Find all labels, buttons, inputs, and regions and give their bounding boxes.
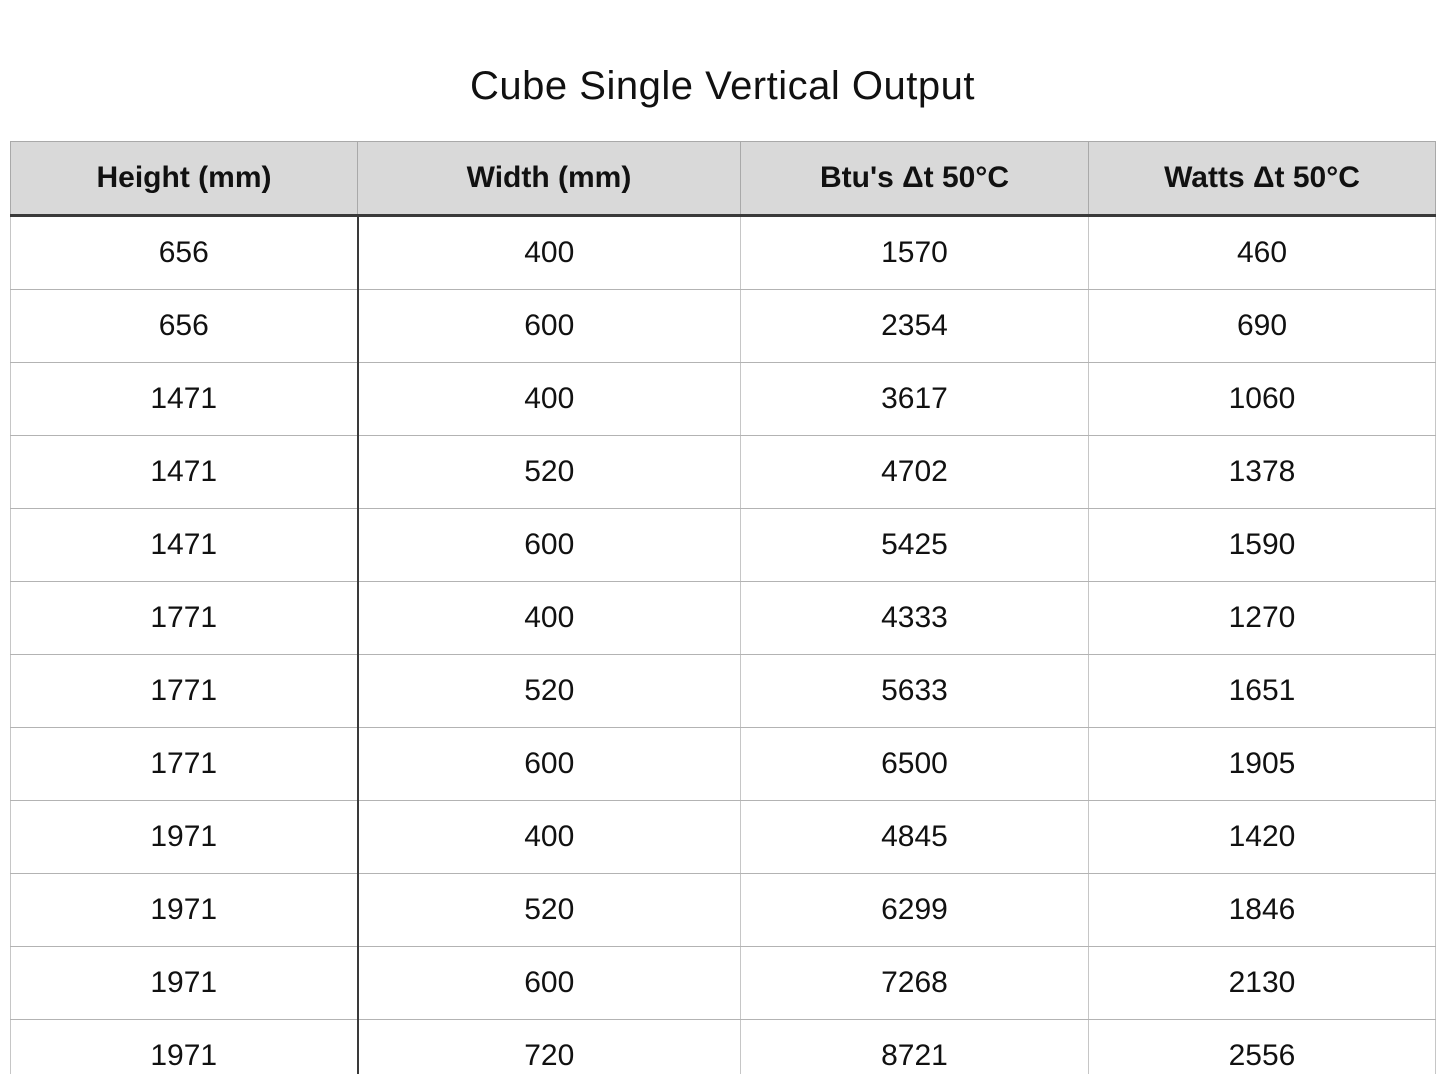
- table-cell: 1846: [1089, 874, 1436, 947]
- table-cell: 1270: [1089, 582, 1436, 655]
- table-cell: 5425: [741, 509, 1089, 582]
- table-cell: 460: [1089, 216, 1436, 290]
- table-cell: 4845: [741, 801, 1089, 874]
- table-row: [11, 290, 1436, 363]
- page-title: Cube Single Vertical Output: [470, 64, 975, 108]
- table-cell: 600: [358, 509, 741, 582]
- table-row: [11, 1020, 1436, 1074]
- table-cell: 720: [358, 1020, 741, 1074]
- table-cell: 6500: [741, 728, 1089, 801]
- table-cell: 400: [358, 363, 741, 436]
- table-cell: 520: [358, 655, 741, 728]
- table-cell: 1905: [1089, 728, 1436, 801]
- table-cell: 520: [358, 874, 741, 947]
- table-cell: 1971: [11, 801, 358, 874]
- column-header-width-mm: Width (mm): [358, 142, 741, 216]
- table-cell: 1570: [741, 216, 1089, 290]
- table-row: [11, 801, 1436, 874]
- table-cell: 1590: [1089, 509, 1436, 582]
- table-cell: 2354: [741, 290, 1089, 363]
- table-cell: 4702: [741, 436, 1089, 509]
- table-cell: 8721: [741, 1020, 1089, 1074]
- table-cell: 1771: [11, 655, 358, 728]
- table-cell: 600: [358, 728, 741, 801]
- table-cell: 520: [358, 436, 741, 509]
- table-row: [11, 728, 1436, 801]
- table-cell: 7268: [741, 947, 1089, 1020]
- table-header-row: [11, 142, 1436, 216]
- table-cell: 1771: [11, 582, 358, 655]
- table-cell: 1971: [11, 874, 358, 947]
- table-cell: 400: [358, 582, 741, 655]
- column-header-height-mm: Height (mm): [11, 142, 358, 216]
- table-cell: 1471: [11, 436, 358, 509]
- output-table: [10, 141, 1436, 1074]
- table-row: [11, 874, 1436, 947]
- table-cell: 1471: [11, 363, 358, 436]
- table-row: [11, 947, 1436, 1020]
- table-cell: 400: [358, 216, 741, 290]
- table-cell: 2130: [1089, 947, 1436, 1020]
- table-body: [11, 216, 1436, 1074]
- table-cell: 6299: [741, 874, 1089, 947]
- table-cell: 1060: [1089, 363, 1436, 436]
- table-cell: 656: [11, 216, 358, 290]
- table-cell: 1971: [11, 947, 358, 1020]
- table-cell: 1971: [11, 1020, 358, 1074]
- table-cell: 1420: [1089, 801, 1436, 874]
- column-header-watts-dt50c: Watts Δt 50°C: [1089, 142, 1436, 216]
- table-cell: 1471: [11, 509, 358, 582]
- table-cell: 2556: [1089, 1020, 1436, 1074]
- table-cell: 1651: [1089, 655, 1436, 728]
- table-cell: 1378: [1089, 436, 1436, 509]
- table-cell: 690: [1089, 290, 1436, 363]
- table-cell: 4333: [741, 582, 1089, 655]
- table-row: [11, 655, 1436, 728]
- table-cell: 1771: [11, 728, 358, 801]
- table-cell: 400: [358, 801, 741, 874]
- table-row: [11, 216, 1436, 290]
- table-cell: 600: [358, 947, 741, 1020]
- table-row: [11, 582, 1436, 655]
- table-row: [11, 436, 1436, 509]
- table-cell: 656: [11, 290, 358, 363]
- table-row: [11, 509, 1436, 582]
- column-header-btus-dt50c: Btu's Δt 50°C: [741, 142, 1089, 216]
- table-cell: 600: [358, 290, 741, 363]
- table-row: [11, 363, 1436, 436]
- table-cell: 3617: [741, 363, 1089, 436]
- table-cell: 5633: [741, 655, 1089, 728]
